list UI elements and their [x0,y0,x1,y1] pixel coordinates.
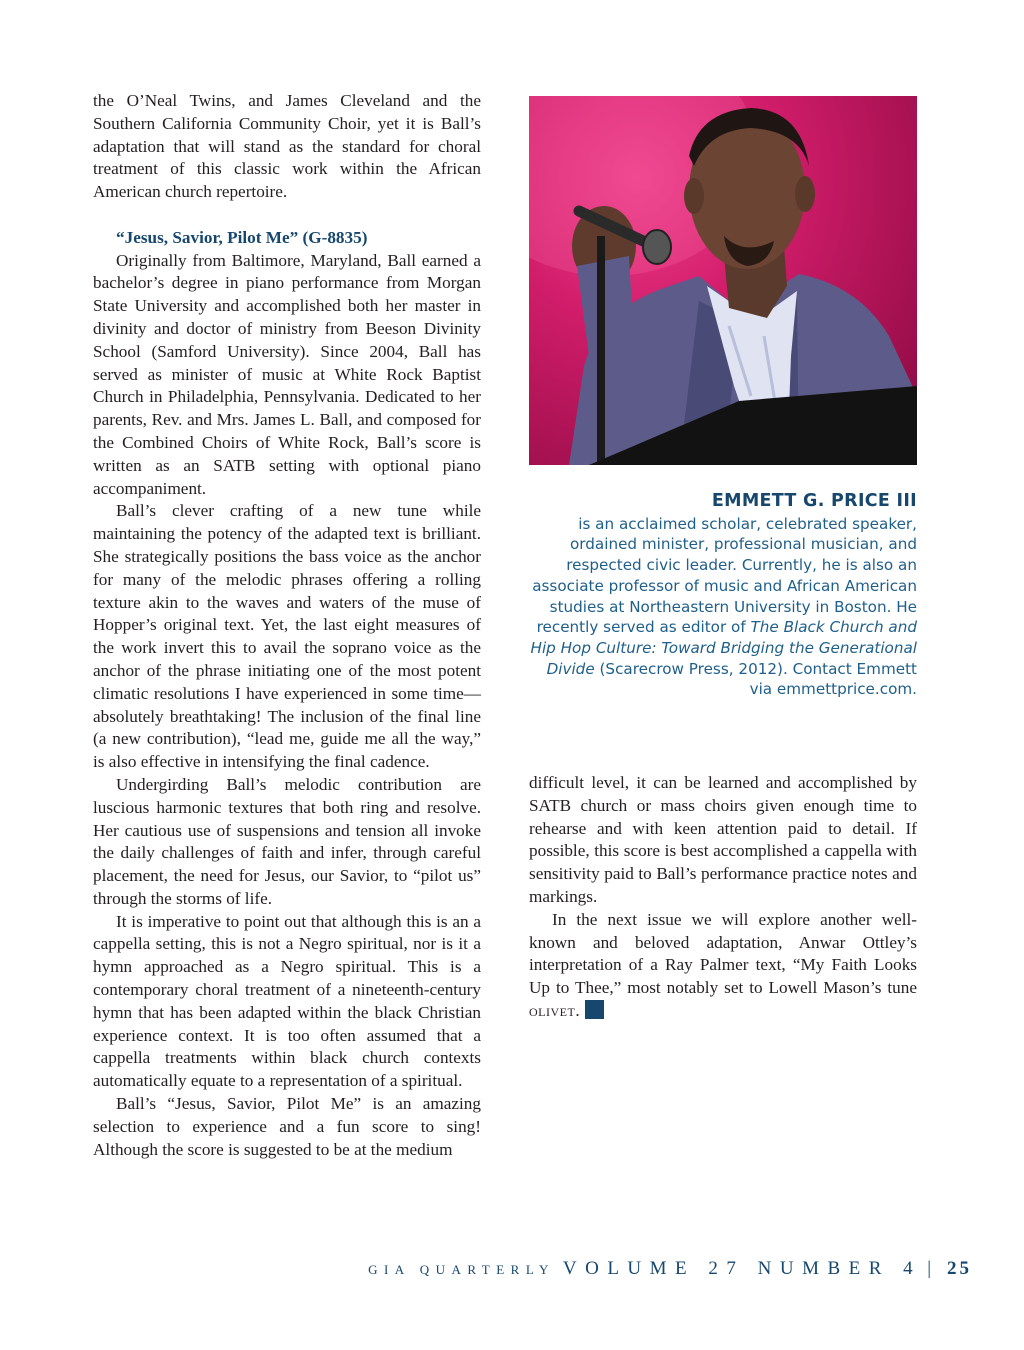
footer-separator: | [927,1258,931,1279]
end-of-article-mark [585,1000,604,1019]
bio-text-end: (Scarecrow Press, 2012). Contact Emmett via emmettprice.com. [594,659,917,699]
magazine-name: GIA QUARTERLY [368,1262,555,1277]
section-heading: “Jesus, Savior, Pilot Me” (G-8835) [116,227,368,247]
body-paragraph: difficult level, it can be learned and accomplished by SATB church or mass choirs given enough time to rehearse and with keen attention paid to detail. If possible, this score is best accomplished a cappella with sensitivity paid to Ball’s performance practice notes and markings. [529,773,917,906]
body-paragraph: Originally from Baltimore, Maryland, Ball earned a bachelor’s degree in piano performance from Morgan State University and accomplished both her master in divinity and doctor of ministry from Beeson Divinity School (Samford University). Since 2004, Ball has served as minister of music at White Rock Baptist Church in Philadelphia, Pennsylvania. Dedicated to her parents, Rev. and Mrs. James L. Ball, and composed for the Combined Choirs of White Rock, Ball’s score is written as an SATB setting with optional piano accompaniment. [93,250,481,498]
page-number: 25 [947,1258,972,1279]
volume-number: VOLUME 27 NUMBER 4 [562,1258,922,1279]
intro-paragraph: the O’Neal Twins, and James Cleveland and the Southern California Community Choir, yet it is Ball’s adaptation that will stand as the standard for choral treatment of this classic work within the African American church repertoire. [93,91,481,202]
author-photo [529,96,917,465]
book-title: The Black Church and Hip Hop Culture: Toward Bridging the Generational Divide [530,618,917,678]
body-paragraph: Ball’s “Jesus, Savior, Pilot Me” is an amazing selection to experience and a fun score to sing! Although the score is suggested to be at the medium [93,1094,481,1159]
closing-text: In the next issue we will explore another well-known and beloved adaptation, Anwar Ottley’s interpretation of a Ray Palmer text, “My Faith Looks Up to Thee,” most notably set to Lowell Mason’s tune [529,909,917,998]
body-paragraph [529,909,917,1023]
author-bio [529,491,917,700]
author-name: EMMETT G. PRICE III [711,491,917,511]
body-paragraph: Ball’s clever crafting of a new tune while maintaining the potency of the adapted text is brilliant. She strategically positions the bass voice as the anchor for many of the melodic phrases offering a rolling texture akin to the waves and waters of the muse of Hopper’s original text. Yet, the last eight measures of the work invert this to avail the soprano voice as the anchor of the phrase initiating one of the most potent climatic resolutions I have experienced in some time—absolutely breathtaking! The inclusion of the final line (a new contribution), “lead me, guide me all the way,” is also effective in intensifying the final cadence. [93,501,481,772]
singer-illustration [529,96,917,465]
bio-text-start: is an acclaimed scholar, celebrated speaker, ordained minister, professional musician, and respected civic leader. Currently, he is also an associate professor of music and African American studies at Northeastern University in Boston. He recently served as editor of [532,514,917,637]
right-column [529,772,917,1023]
body-paragraph: Undergirding Ball’s melodic contribution are luscious harmonic textures that both ring and resolve. Her cautious use of suspensions and tension all invoke the daily challenges of faith and infer, through careful placement, the need for Jesus, our Savior, to “pilot us” through the storms of life. [93,774,481,908]
tune-name: olivet. [529,1000,581,1020]
body-paragraph: It is imperative to point out that although this is an a cappella setting, this is not a Negro spiritual, nor is it a hymn approached as a Negro spiritual. This is a contemporary choral treatment of a nineteenth-century hymn that has been adapted within the black Christian experience context. It is too often assumed that a cappella treatments within black church contexts automatically equate to a representation of a spiritual. [93,911,481,1091]
bio-text [529,514,917,700]
page-footer [368,1258,972,1280]
left-column [93,90,481,1161]
